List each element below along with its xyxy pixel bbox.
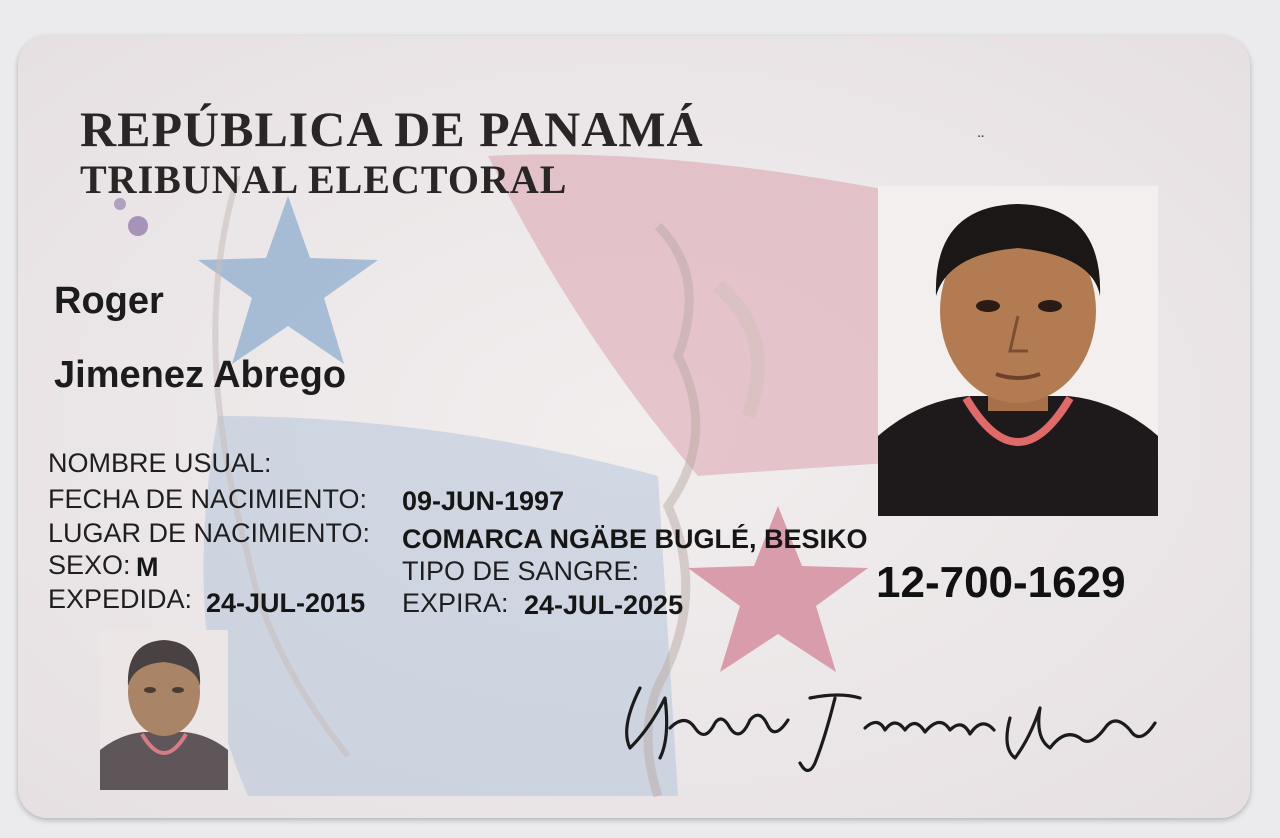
country-title: REPÚBLICA DE PANAMÁ [80, 101, 704, 157]
given-name: Roger [54, 280, 164, 322]
holder-photo [878, 186, 1158, 516]
tipo-sangre-label: TIPO DE SANGRE: [402, 556, 640, 586]
authority-title: TRIBUNAL ELECTORAL [80, 157, 568, 202]
nombre-usual-label: NOMBRE USUAL: [48, 448, 272, 478]
ghost-photo [100, 630, 228, 790]
lugar-nacimiento-label: LUGAR DE NACIMIENTO: [48, 518, 371, 548]
id-number: 12-700-1629 [876, 558, 1126, 607]
sexo-value: M [136, 552, 159, 582]
surnames: Jimenez Abrego [54, 354, 347, 396]
print-marks: ¨ [978, 132, 984, 152]
fecha-nacimiento-value: 09-JUN-1997 [402, 486, 565, 516]
fecha-nacimiento-label: FECHA DE NACIMIENTO: [48, 484, 368, 514]
expira-value: 24-JUL-2025 [524, 590, 684, 620]
id-card [18, 36, 1250, 818]
expedida-value: 24-JUL-2015 [206, 588, 366, 618]
sexo-label: SEXO: [48, 550, 131, 580]
expira-label: EXPIRA: [402, 588, 509, 618]
lugar-nacimiento-value: COMARCA NGÄBE BUGLÉ, BESIKO [402, 524, 868, 554]
expedida-label: EXPEDIDA: [48, 584, 193, 614]
signature [610, 668, 1170, 778]
